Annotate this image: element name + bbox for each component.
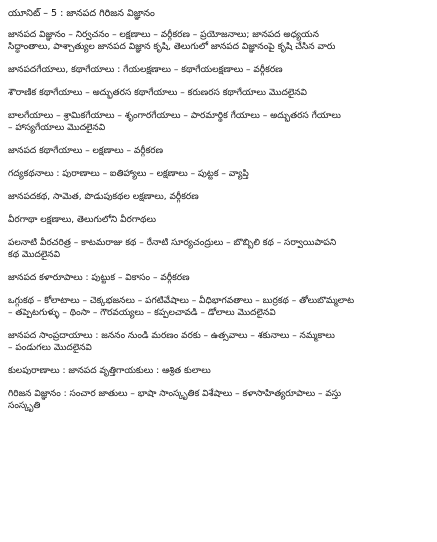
paragraph-folk-songs — [8, 64, 428, 76]
paragraph-line: జానపద కళారూపాలు : పుట్టుక – వికాసం – వర్గీకరణ — [8, 273, 190, 283]
paragraph-line: జానపద సాంప్రదాయాలు : జననం నుండి మరణం వరకు – ఉత్సవాలు – శకునాలు – నమ్మకాలు — [8, 331, 335, 341]
paragraph-heroic-list — [8, 237, 428, 261]
paragraph-ballad-features — [8, 145, 428, 157]
paragraph-mythological-ballads — [8, 87, 428, 99]
paragraph-folktale-proverb — [8, 191, 428, 203]
paragraph-line: జానపదకథ, సామెత, పొడుపుకథల లక్షణాలు, వర్గీకరణ — [8, 192, 199, 202]
paragraph-song-types — [8, 110, 428, 134]
paragraph-line: సిద్ధాంతాలు, పాశ్చాత్యుల జానపద విజ్ఞాన కృషి, తెలుగులో జానపద విజ్ఞానంపై కృషి చేసిన వారు — [8, 42, 336, 52]
paragraph-line: – పండుగలు మొదలైనవి — [8, 343, 92, 353]
paragraph-heroic-ballads — [8, 214, 428, 226]
paragraph-line: పలనాటి వీరచరిత్ర – కాటమరాజు కథ – రేనాటి సూర్యచంద్రులు – బొబ్బిలి కథ – సర్వాయిపాపని — [8, 238, 337, 248]
paragraph-line: సంస్కృతి — [8, 401, 41, 411]
paragraph-line: గద్యకథనాలు : పురాణాలు – ఐతిహ్యాలు – లక్షణాలు – పుట్టక – వ్యాప్తి — [8, 169, 249, 179]
paragraph-line: బాలగేయాలు – శ్రామికగేయాలు – శృంగారగేయాలు – పారమార్థిక గేయాలు – అద్భుతరస గేయాలు — [8, 111, 341, 121]
paragraph-line: – హాస్యగేయాలు మొదలైనవి — [8, 123, 106, 133]
document-page — [8, 8, 428, 534]
paragraph-caste-puranas — [8, 365, 428, 377]
paragraph-art-form-list — [8, 295, 428, 319]
paragraph-line: జానపద విజ్ఞానం – నిర్వచనం – లక్షణాలు – వర్గీకరణ – ప్రయోజనాలు; జానపద అధ్యయన — [8, 30, 319, 40]
paragraph-line: జానపద కథాగేయాలు – లక్షణాలు – వర్గీకరణ — [8, 146, 164, 156]
paragraph-line: గిరిజన విజ్ఞానం : సంచార జాతులు – భాషా సాంస్కృతిక విశేషాలు – కళాసాహిత్యరూపాలు – వస్తు — [8, 389, 342, 399]
unit-title: యూనిట్ – 5 : జానపద గిరిజన విజ్ఞానం — [8, 8, 155, 19]
paragraph-line: జానపదగేయాలు, కథాగేయాలు : గేయలక్షణాలు – కథాగేయలక్షణాలు – వర్గీకరణ — [8, 65, 283, 75]
paragraph-folklore-definition — [8, 29, 428, 53]
paragraph-prose-narratives — [8, 168, 428, 180]
paragraph-line: – తప్పెటగుళ్ళు – థింసా – గౌరవయ్యలు – కప్పలచావడి – డోలాలు మొదలైనవి — [8, 308, 276, 318]
paragraph-line: కథ మొదలైనవి — [8, 250, 61, 260]
paragraph-line: వీరగాథా లక్షణాలు, తెలుగులోని వీరగాథలు — [8, 215, 156, 225]
paragraph-line: శౌరాణిక కథాగేయాలు – అద్భుతరస కథాగేయాలు – కరుణరస కథాగేయాలు మొదలైనవి — [8, 88, 307, 98]
paragraph-line: ఒగ్గుకథ – కోలాటాలు – చెక్కభజనలు – పగటివేషాలు – వీధిభాగవతాలు – బుర్రకథ – తోలుబొమ్మలాట — [8, 296, 355, 306]
paragraph-traditions — [8, 330, 428, 354]
paragraph-line: కులపురాణాలు : జానపద వృత్తిగాయకులు : ఆశ్రిత కులాలు — [8, 366, 211, 376]
paragraph-art-forms — [8, 272, 428, 284]
paragraph-tribal-knowledge — [8, 388, 428, 412]
